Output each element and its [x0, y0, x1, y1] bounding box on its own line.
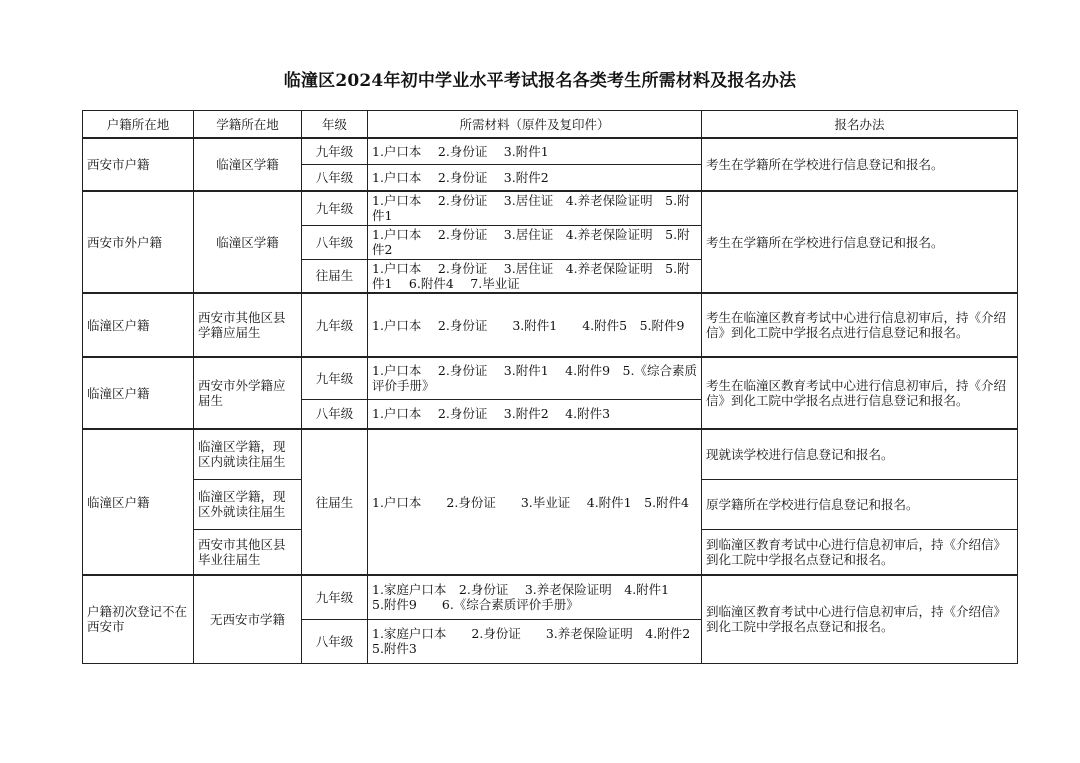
- materials-cell: 1.户口本 2.身份证 3.附件1: [368, 138, 702, 164]
- header-xueji: 学籍所在地: [194, 111, 302, 139]
- materials-cell: 1.家庭户口本 2.身份证 3.养老保险证明 4.附件1 5.附件9 6.《综合素质评价手册》: [368, 575, 702, 619]
- page-title: 临潼区2024年初中学业水平考试报名各类考生所需材料及报名办法: [283, 71, 797, 91]
- hukou-cell: 临潼区户籍: [83, 293, 194, 357]
- grade-cell: 八年级: [302, 225, 368, 259]
- table-row: [83, 429, 1018, 479]
- xueji-cell: 临潼区学籍: [194, 138, 302, 191]
- grade-cell: 九年级: [302, 191, 368, 225]
- xueji-cell: 无西安市学籍: [194, 575, 302, 663]
- grade-cell: 九年级: [302, 575, 368, 619]
- table-row: [83, 293, 1018, 357]
- xueji-cell: 临潼区学籍，现区内就读往届生: [194, 429, 302, 479]
- hukou-cell: 户籍初次登记不在西安市: [83, 575, 194, 663]
- method-cell: 考生在学籍所在学校进行信息登记和报名。: [702, 191, 1018, 293]
- table-row: [83, 575, 1018, 619]
- grade-cell: 八年级: [302, 619, 368, 663]
- xueji-cell: 西安市其他区县毕业往届生: [194, 529, 302, 575]
- method-cell: 现就读学校进行信息登记和报名。: [702, 429, 1018, 479]
- grade-cell: 九年级: [302, 293, 368, 357]
- materials-cell: 1.户口本 2.身份证 3.居住证 4.养老保险证明 5.附件1 6.附件4 7.毕业证: [368, 259, 702, 293]
- table-row: [83, 191, 1018, 225]
- table-row: [83, 357, 1018, 399]
- xueji-cell: 临潼区学籍，现区外就读往届生: [194, 479, 302, 529]
- hukou-cell: 临潼区户籍: [83, 357, 194, 429]
- method-cell: 原学籍所在学校进行信息登记和报名。: [702, 479, 1018, 529]
- materials-cell: 1.户口本 2.身份证 3.附件1 4.附件9 5.《综合素质评价手册》: [368, 357, 702, 399]
- materials-cell: 1.家庭户口本 2.身份证 3.养老保险证明 4.附件2 5.附件3: [368, 619, 702, 663]
- hukou-cell: 西安市户籍: [83, 138, 194, 191]
- header-hukou: 户籍所在地: [83, 111, 194, 139]
- grade-cell: 八年级: [302, 164, 368, 191]
- xueji-cell: 临潼区学籍: [194, 191, 302, 293]
- grade-cell: 九年级: [302, 357, 368, 399]
- registration-table: [82, 110, 1018, 664]
- grade-cell: 往届生: [302, 259, 368, 293]
- method-cell: 考生在临潼区教育考试中心进行信息初审后，持《介绍信》到化工院中学报名点进行信息登记和报名。: [702, 357, 1018, 429]
- hukou-cell: 临潼区户籍: [83, 429, 194, 575]
- table-row: [83, 138, 1018, 164]
- grade-cell: 八年级: [302, 399, 368, 429]
- table-header-row: [83, 111, 1018, 139]
- materials-cell: 1.户口本 2.身份证 3.毕业证 4.附件1 5.附件4: [368, 429, 702, 575]
- grade-cell: 往届生: [302, 429, 368, 575]
- materials-cell: 1.户口本 2.身份证 3.附件2: [368, 164, 702, 191]
- method-cell: 考生在临潼区教育考试中心进行信息初审后，持《介绍信》到化工院中学报名点进行信息登记和报名。: [702, 293, 1018, 357]
- materials-cell: 1.户口本 2.身份证 3.附件1 4.附件5 5.附件9: [368, 293, 702, 357]
- xueji-cell: 西安市其他区县学籍应届生: [194, 293, 302, 357]
- header-materials: 所需材料（原件及复印件）: [368, 111, 702, 139]
- materials-cell: 1.户口本 2.身份证 3.居住证 4.养老保险证明 5.附件2: [368, 225, 702, 259]
- method-cell: 到临潼区教育考试中心进行信息初审后，持《介绍信》到化工院中学报名点登记和报名。: [702, 575, 1018, 663]
- materials-cell: 1.户口本 2.身份证 3.附件2 4.附件3: [368, 399, 702, 429]
- grade-cell: 九年级: [302, 138, 368, 164]
- materials-cell: 1.户口本 2.身份证 3.居住证 4.养老保险证明 5.附件1: [368, 191, 702, 225]
- method-cell: 到临潼区教育考试中心进行信息初审后，持《介绍信》到化工院中学报名点登记和报名。: [702, 529, 1018, 575]
- header-grade: 年级: [302, 111, 368, 139]
- xueji-cell: 西安市外学籍应届生: [194, 357, 302, 429]
- header-method: 报名办法: [702, 111, 1018, 139]
- hukou-cell: 西安市外户籍: [83, 191, 194, 293]
- method-cell: 考生在学籍所在学校进行信息登记和报名。: [702, 138, 1018, 191]
